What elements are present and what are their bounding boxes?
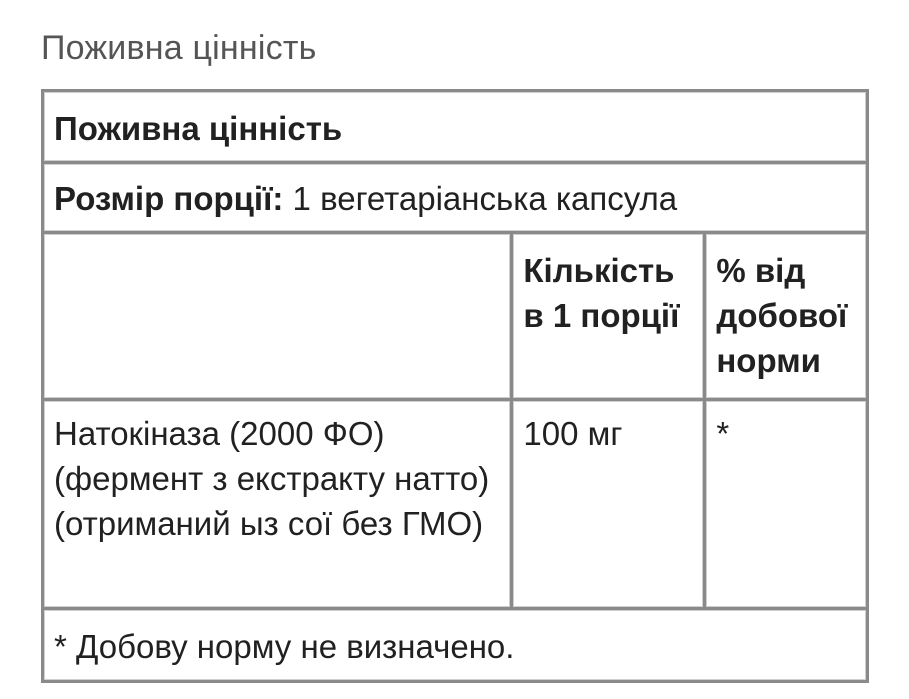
page-heading: Поживна цінність [41, 29, 317, 67]
header-empty-cell [43, 233, 512, 400]
serving-size-cell [43, 163, 868, 233]
footnote-row [43, 609, 868, 682]
column-header-row [43, 233, 868, 400]
serving-size-row [43, 163, 868, 233]
table-title-row [43, 91, 868, 163]
table-row [43, 400, 868, 609]
ingredient-amount: 100 мг [512, 400, 705, 609]
footnote: * Добову норму не визначено. [43, 609, 868, 682]
serving-size-label: Розмір порції: [54, 180, 284, 217]
ingredient-name: Натокіназа (2000 ФО) (фермент з екстракту натто) (отриманий ыз сої без ГМО) [43, 400, 512, 609]
table-title: Поживна цінність [43, 91, 868, 163]
nutrition-facts-table [41, 89, 869, 683]
header-amount-per-serving: Кількість в 1 порції [512, 233, 705, 400]
ingredient-daily-value: * [705, 400, 868, 609]
serving-size-value: 1 вегетаріанська капсула [292, 180, 678, 217]
header-daily-value: % від добової норми [705, 233, 868, 400]
